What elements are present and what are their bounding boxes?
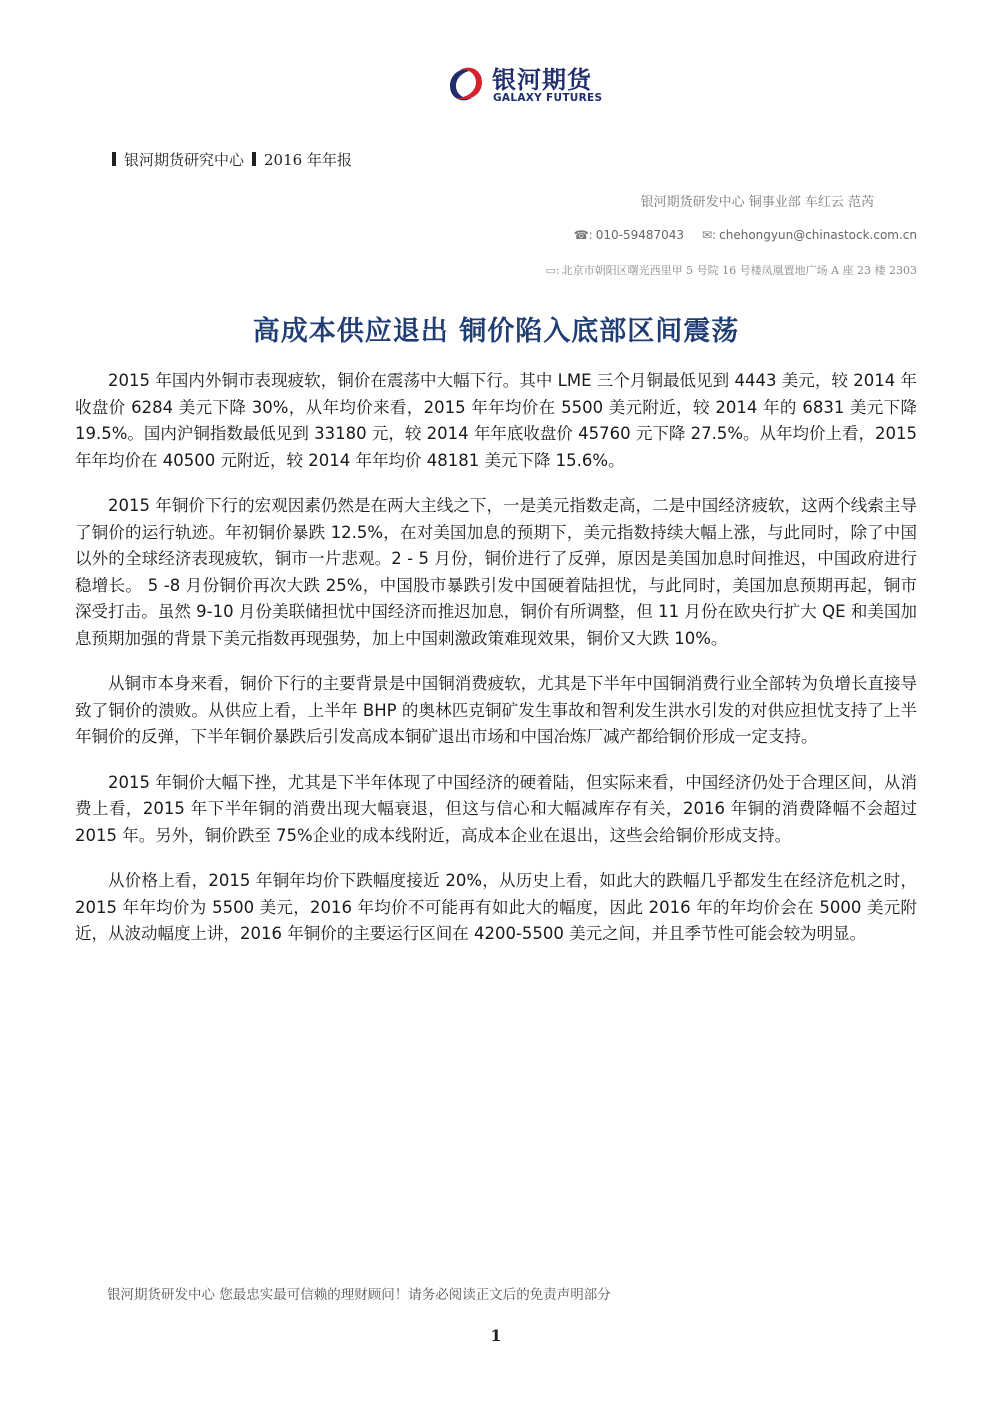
- address-icon: ▭:: [545, 264, 560, 277]
- paragraph: 2015 年铜价大幅下挫，尤其是下半年体现了中国经济的硬着陆，但实际来看，中国经济仍处于合理区间，从消费上看，2015 年下半年铜的消费出现大幅衰退，但这与信心和大幅减库存有关，2016 年铜的消费降幅不会超过 2015 年。另外，铜价跌至 75%企业的成本线附近，高成本企业在退出，这些会给铜价形成支持。: [75, 772, 917, 845]
- phone-number: 010-59487043: [595, 228, 685, 242]
- paragraph: 从价格上看，2015 年铜年均价下跌幅度接近 20%，从历史上看，如此大的跌幅几乎都发生在经济危机之时，2015 年年均价为 5500 美元，2016 年均价不可能再有如此大的幅度，因此 2016 年的年均价会在 5000 美元附近，从波动幅度上讲，2016 年铜价的主要运行区间在 4200-5500 美元之间，并且季节性可能会较为明显。: [75, 871, 917, 943]
- breadcrumb-bar-icon: [112, 152, 116, 166]
- page-number: 1: [490, 1326, 502, 1345]
- email-icon: ✉:: [702, 228, 717, 242]
- address-line: [545, 262, 917, 278]
- company-logo: [444, 60, 614, 110]
- breadcrumb: [112, 149, 352, 170]
- article-body: [75, 368, 917, 967]
- address-text: 北京市朝阳区曙光西里甲 5 号院 16 号楼凤凰置地广场 A 座 23 楼 2303: [561, 264, 917, 277]
- article-title: 高成本供应退出 铜价陷入底部区间震荡: [252, 316, 740, 347]
- logo-text-en: GALAXY FUTURES: [493, 92, 603, 104]
- contact-line: [574, 228, 917, 242]
- breadcrumb-report: 2016 年年报: [264, 151, 352, 169]
- breadcrumb-org: 银河期货研究中心: [124, 151, 245, 169]
- galaxy-swirl-icon: [444, 62, 488, 106]
- breadcrumb-bar-icon: [252, 152, 256, 166]
- paragraph: 从铜市本身来看，铜价下行的主要背景是中国铜消费疲软，尤其是下半年中国铜消费行业全部转为负增长直接导致了铜价的溃败。从供应上看，上半年 BHP 的奥林匹克铜矿发生事故和智利发生洪水引发的对供应担忧支持了上半年铜价的反弹，下半年铜价暴跌后引发高成本铜矿退出市场和中国冶炼厂减产都给铜价形成一定支持。: [75, 674, 917, 746]
- footer-disclaimer: 银河期货研发中心 您最忠实最可信赖的理财顾问！请务必阅读正文后的免责声明部分: [107, 1287, 611, 1303]
- email-address: chehongyun@chinastock.com.cn: [719, 228, 917, 242]
- paragraph: 2015 年铜价下行的宏观因素仍然是在两大主线之下，一是美元指数走高，二是中国经济疲软，这两个线索主导了铜价的运行轨迹。年初铜价暴跌 12.5%，在对美国加息的预期下，美元指数持续大幅上涨，与此同时，除了中国以外的全球经济表现疲软，铜市一片悲观。2 - 5 月份，铜价进行了反弹，原因是美国加息时间推迟，中国政府进行稳增长。 5 -8 月份铜价再次大跌 25%，中国股市暴跌引发中国硬着陆担忧，与此同时，美国加息预期再起，铜市深受打击。虽然 9-10 月份美联储担忧中国经济而推迟加息，铜价有所调整，但 11 月份在欧央行扩大 QE 和美国加息预期加强的背景下美元指数再现强势，加上中国刺激政策难现效果，铜价又大跌 10%。: [75, 496, 917, 648]
- phone-icon: ☎:: [573, 228, 593, 242]
- paragraph: 2015 年国内外铜市表现疲软，铜价在震荡中大幅下行。其中 LME 三个月铜最低见到 4443 美元，较 2014 年收盘价 6284 美元下降 30%，从年均价来看，2015 年年均价在 5500 美元附近，较 2014 年的 6831 美元下降 19.5%。国内沪铜指数最低见到 33180 元，较 2014 年年底收盘价 45760 元下降 27.5%。从年均价上看，2015 年年均价在 40500 元附近，较 2014 年年均价 48181 美元下降 15.6%。: [75, 371, 918, 470]
- authors-line: 银河期货研发中心 铜事业部 车红云 范芮: [640, 195, 874, 210]
- logo-text-cn: 银河期货: [492, 66, 592, 94]
